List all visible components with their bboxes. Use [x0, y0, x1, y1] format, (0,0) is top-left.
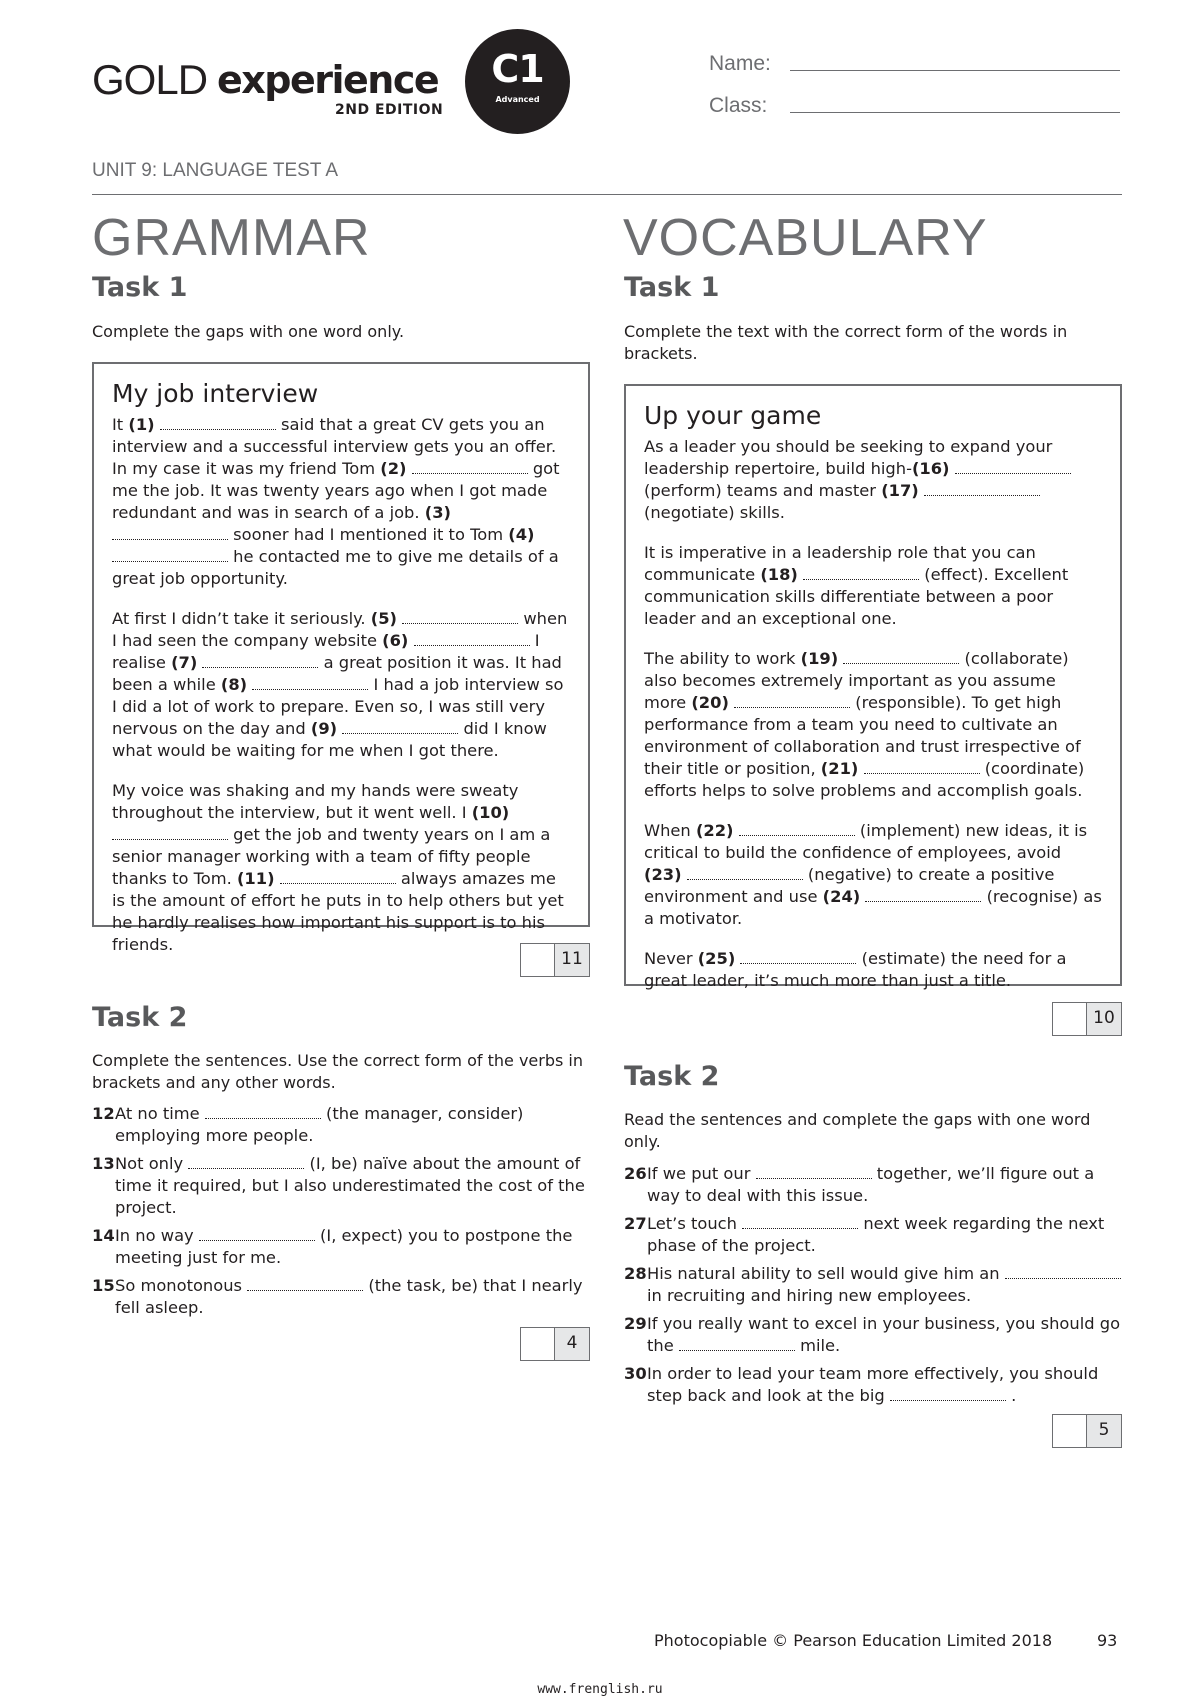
question-text-before: At no time	[115, 1104, 205, 1123]
text-run: When	[644, 821, 696, 840]
question-text-after: (I, be) naïve about the amount of time it required, but I also underestimated the cost of the project.	[115, 1154, 585, 1217]
answer-gap[interactable]	[402, 612, 518, 624]
gap-number: (23)	[644, 865, 682, 884]
answer-gap[interactable]	[890, 1389, 1006, 1401]
vocabulary-text-title: Up your game	[644, 401, 822, 430]
grammar-task2-score	[520, 1327, 590, 1361]
question-text-before: Not only	[115, 1154, 189, 1173]
gap-number: (6)	[382, 631, 409, 650]
text-paragraph	[112, 608, 570, 762]
level-badge	[465, 29, 570, 134]
question-text-after: (the manager, consider) employing more people.	[115, 1104, 524, 1145]
question-item	[92, 1225, 587, 1269]
text-run: (responsible). To get high performance from a team you need to cultivate an environment of collaboration and trust irrespective of their title or position,	[644, 693, 1081, 778]
answer-gap[interactable]	[742, 1217, 858, 1229]
header-divider	[92, 194, 1122, 195]
question-text-after: in recruiting and hiring new employees.	[647, 1286, 972, 1305]
text-paragraph	[644, 436, 1102, 524]
question-text-before: If we put our	[647, 1164, 756, 1183]
question-number: 29	[624, 1314, 647, 1333]
gap-number: (5)	[370, 609, 397, 628]
question-number: 26	[624, 1164, 647, 1183]
text-run: Never	[644, 949, 698, 968]
text-run: (recognise) as a motivator.	[644, 887, 1102, 928]
answer-gap[interactable]	[252, 678, 368, 690]
grammar-task1-score	[520, 943, 590, 977]
question-text-before: In no way	[115, 1226, 199, 1245]
text-run: (collaborate) also becomes extremely important as you assume more	[644, 649, 1069, 712]
answer-gap[interactable]	[734, 696, 850, 708]
name-field[interactable]	[790, 70, 1120, 71]
question-text-after: mile.	[794, 1336, 841, 1355]
question-item	[624, 1363, 1122, 1407]
text-run: sooner had I mentioned it to Tom	[228, 525, 509, 544]
score-total: 10	[1087, 1003, 1121, 1035]
text-run: (coordinate) efforts helps to solve problems and accomplish goals.	[644, 759, 1085, 800]
gap-number: (8)	[220, 675, 248, 694]
answer-gap[interactable]	[843, 652, 959, 664]
text-run: said that a great CV gets you an interview and a successful interview gets you an offer. In my case it was my friend Tom	[112, 415, 557, 478]
text-run: always amazes me is the amount of effort he puts in to help others but yet he hardly realises how important his support is to his friends.	[112, 869, 564, 954]
gap-number: (4)	[508, 525, 535, 544]
question-text-after: (I, expect) you to postpone the meeting just for me.	[115, 1226, 573, 1267]
grammar-task2-heading: Task 2	[92, 1002, 188, 1033]
text-run: As a leader you should be seeking to expand your leadership repertoire, build high-	[644, 437, 1053, 478]
text-run: (negotiate) skills.	[644, 503, 785, 522]
question-number: 14	[92, 1226, 115, 1245]
question-text-after: (the task, be) that I nearly fell asleep.	[115, 1276, 583, 1317]
answer-gap[interactable]	[342, 722, 458, 734]
vocabulary-task1-text-box	[624, 384, 1122, 990]
vocabulary-task2-heading: Task 2	[624, 1061, 720, 1092]
gap-number: (10)	[471, 803, 510, 822]
question-number: 28	[624, 1264, 647, 1283]
score-input[interactable]	[521, 944, 555, 976]
logo-edition-text: 2ND EDITION	[335, 102, 444, 118]
text-paragraph	[644, 820, 1102, 930]
text-run: It is imperative in a leadership role that you can communicate	[644, 543, 1036, 584]
question-item	[624, 1313, 1122, 1357]
copyright-notice: Photocopiable © Pearson Education Limited 2018	[654, 1631, 1053, 1650]
text-run: (negative) to create a positive environment and use	[644, 865, 1055, 906]
grammar-task1-heading: Task 1	[92, 272, 188, 303]
gap-number: (16)	[911, 459, 950, 478]
answer-gap[interactable]	[756, 1167, 872, 1179]
gap-number: (22)	[695, 821, 734, 840]
text-paragraph	[644, 948, 1102, 992]
grammar-title: GRAMMAR	[92, 209, 371, 267]
website-watermark: www.frenglish.ru	[537, 1682, 663, 1697]
answer-gap[interactable]	[687, 868, 803, 880]
page-number: 93	[1097, 1631, 1118, 1650]
text-run: I realise	[112, 631, 540, 672]
answer-gap[interactable]	[864, 762, 980, 774]
text-run: I had a job interview so I did a lot of work to prepare. Even so, I was still very nervous on the day and	[112, 675, 564, 738]
question-text-after: .	[1005, 1386, 1017, 1405]
text-run: get the job and twenty years on I am a senior manager working with a team of fifty people thanks to Tom.	[112, 825, 551, 888]
vocabulary-task1-score	[1052, 1002, 1122, 1036]
text-run: (implement) new ideas, it is critical to build the confidence of employees, avoid	[644, 821, 1088, 862]
question-text-after: together, we’ll figure out a way to deal with this issue.	[647, 1164, 1095, 1205]
text-run: (effect). Excellent communication skills differentiate between a poor leader and an exceptional one.	[644, 565, 1069, 628]
question-item	[92, 1103, 587, 1147]
gap-number: (19)	[800, 649, 839, 668]
text-run: when I had seen the company website	[112, 609, 568, 650]
answer-gap[interactable]	[740, 952, 856, 964]
answer-gap[interactable]	[280, 872, 396, 884]
gap-number: (24)	[822, 887, 861, 906]
answer-gap[interactable]	[160, 418, 276, 430]
answer-gap[interactable]	[803, 568, 919, 580]
text-run: It	[112, 415, 129, 434]
vocabulary-text-body	[644, 436, 1102, 992]
vocabulary-task2-items	[624, 1163, 1122, 1413]
text-run: he contacted me to give me details of a great job opportunity.	[112, 547, 559, 588]
grammar-text-title: My job interview	[112, 379, 319, 408]
level-code: C1	[491, 47, 544, 91]
text-paragraph	[644, 542, 1102, 630]
text-paragraph	[644, 648, 1102, 802]
question-number: 13	[92, 1154, 115, 1173]
vocabulary-task2-score	[1052, 1414, 1122, 1448]
text-run: got me the job. It was twenty years ago when I got made redundant and was in search of a job.	[112, 459, 560, 522]
question-text-after: next week regarding the next phase of the project.	[647, 1214, 1105, 1255]
answer-gap[interactable]	[202, 656, 318, 668]
question-number: 30	[624, 1364, 647, 1383]
logo-experience-text: experience	[217, 58, 439, 102]
text-paragraph	[112, 414, 570, 590]
logo-gold-text: GOLD	[92, 56, 208, 103]
answer-gap[interactable]	[247, 1279, 363, 1291]
question-item	[92, 1153, 587, 1219]
vocabulary-task1-instruction: Complete the text with the correct form of the words in brackets.	[624, 322, 1068, 363]
gap-number: (11)	[236, 869, 275, 888]
answer-gap[interactable]	[199, 1229, 315, 1241]
answer-gap[interactable]	[205, 1107, 321, 1119]
question-item	[624, 1213, 1122, 1257]
gap-number: (20)	[691, 693, 729, 712]
grammar-task2-instruction: Complete the sentences. Use the correct form of the verbs in brackets and any other words.	[92, 1051, 583, 1092]
grammar-task1-instruction: Complete the gaps with one word only.	[92, 322, 405, 341]
answer-gap[interactable]	[865, 890, 981, 902]
question-item	[624, 1163, 1122, 1207]
grammar-text-body	[112, 414, 570, 956]
score-input[interactable]	[1053, 1415, 1087, 1447]
score-total: 5	[1087, 1415, 1121, 1447]
text-paragraph	[112, 780, 570, 956]
gap-number: (21)	[820, 759, 859, 778]
text-run: (perform) teams and master	[644, 481, 882, 500]
answer-gap[interactable]	[739, 824, 855, 836]
question-text-before: Let’s touch	[647, 1214, 743, 1233]
text-run: My voice was shaking and my hands were sweaty throughout the interview, but it went well. I	[112, 781, 519, 822]
class-field[interactable]	[790, 112, 1120, 113]
answer-gap[interactable]	[112, 550, 228, 562]
question-item	[624, 1263, 1122, 1307]
text-run: a great position it was. It had been a while	[112, 653, 562, 694]
question-text-before: In order to lead your team more effectively, you should step back and look at the big	[647, 1364, 1099, 1405]
answer-gap[interactable]	[414, 634, 530, 646]
text-run: (estimate) the need for a great leader, it’s much more than just a title.	[644, 949, 1067, 990]
text-run: At first I didn’t take it seriously.	[112, 609, 371, 628]
gap-number: (25)	[697, 949, 736, 968]
vocabulary-title: VOCABULARY	[623, 209, 988, 267]
score-total: 11	[555, 944, 589, 976]
answer-gap[interactable]	[1005, 1267, 1121, 1279]
score-input[interactable]	[1053, 1003, 1087, 1035]
question-number: 27	[624, 1214, 647, 1233]
grammar-task1-text-box	[92, 362, 590, 954]
vocabulary-task1-heading: Task 1	[624, 272, 720, 303]
vocabulary-task2-instruction: Read the sentences and complete the gaps with one word only.	[624, 1110, 1091, 1151]
answer-gap[interactable]	[955, 462, 1071, 474]
question-text-before: If you really want to excel in your business, you should go the	[647, 1314, 1121, 1355]
gap-number: (7)	[171, 653, 198, 672]
answer-gap[interactable]	[112, 528, 228, 540]
answer-gap[interactable]	[412, 462, 528, 474]
question-text-before: So monotonous	[115, 1276, 248, 1295]
question-item	[92, 1275, 587, 1319]
question-text-before: His natural ability to sell would give him an	[647, 1264, 1005, 1283]
gap-number: (2)	[380, 459, 407, 478]
name-label: Name:	[709, 52, 771, 75]
gap-number: (17)	[881, 481, 919, 500]
text-run: did I know what would be waiting for me when I got there.	[112, 719, 547, 760]
answer-gap[interactable]	[112, 828, 228, 840]
unit-title: UNIT 9: LANGUAGE TEST A	[92, 160, 339, 181]
gap-number: (9)	[310, 719, 338, 738]
gap-number: (18)	[760, 565, 798, 584]
question-number: 15	[92, 1276, 115, 1295]
question-number: 12	[92, 1104, 115, 1123]
answer-gap[interactable]	[188, 1157, 304, 1169]
answer-gap[interactable]	[679, 1339, 795, 1351]
score-input[interactable]	[521, 1328, 555, 1360]
level-name: Advanced	[495, 95, 540, 104]
grammar-task2-items	[92, 1103, 587, 1325]
gap-number: (3)	[424, 503, 451, 522]
score-total: 4	[555, 1328, 589, 1360]
text-run: The ability to work	[644, 649, 801, 668]
class-label: Class:	[709, 94, 768, 117]
answer-gap[interactable]	[924, 484, 1040, 496]
gap-number: (1)	[128, 415, 155, 434]
